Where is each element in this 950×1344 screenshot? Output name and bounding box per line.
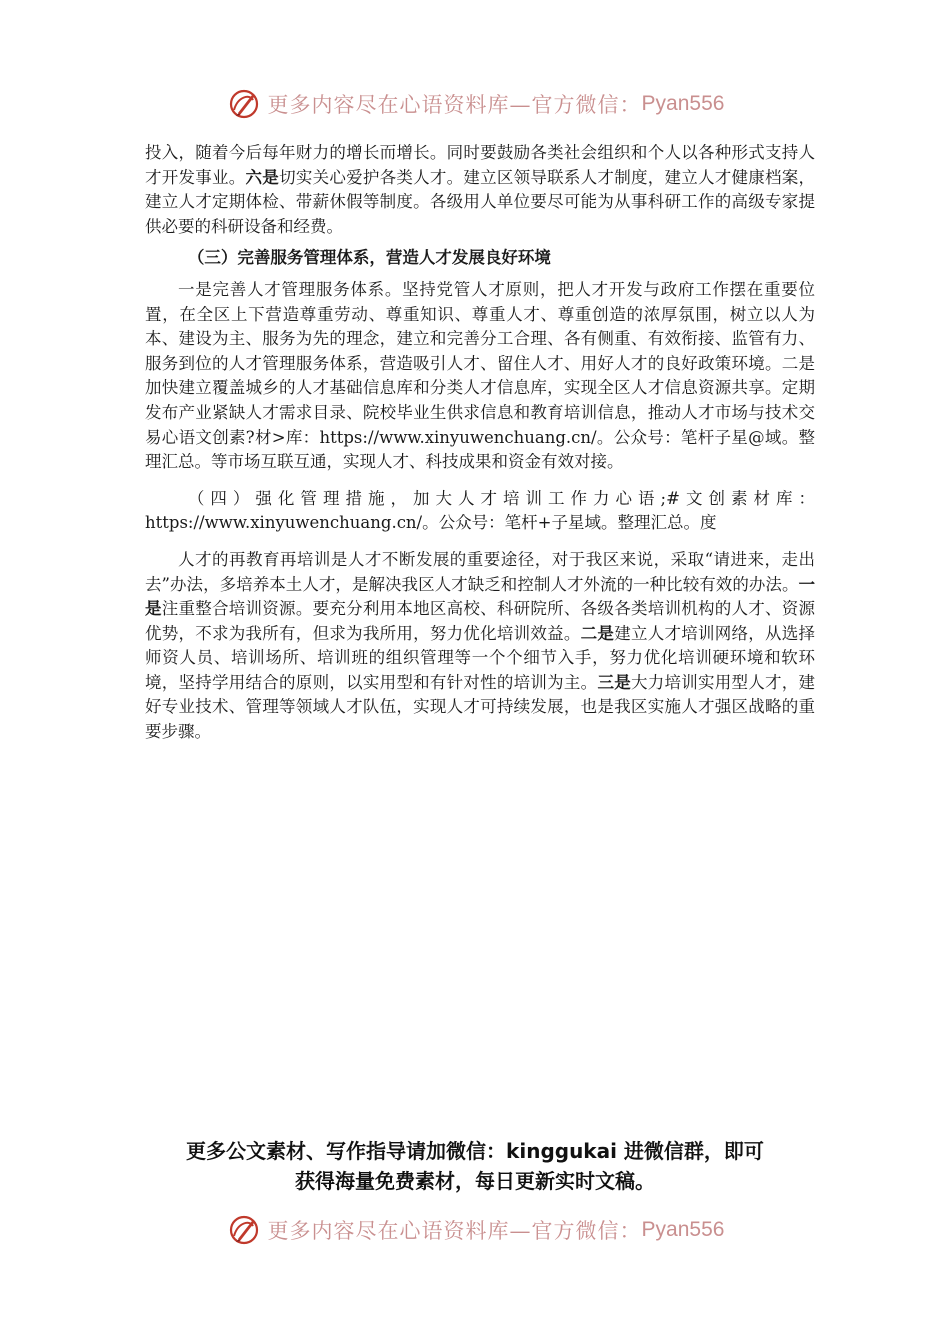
watermark-text: 更多内容尽在心语资料库—官方微信： [267,1219,642,1243]
paragraph-service-system: 一是完善人才管理服务体系。坚持党管人才原则，把人才开发与政府工作摆在重要位置，在全区上下营造尊重劳动、尊重知识、尊重人才、尊重创造的浓厚氛围，树立以人为本、建设为主、服务为先的理念，建立和完善分工合理、各有侧重、有效衔接、监管有力、服务到位的人才管理服务体系，营造吸引人才、留住人才、用好人才的良好政策环境。二是加快建立覆盖城乡的人才基础信息库和分类人才信息库，实现全区人才信息资源共享。定期发布产业紧缺人才需求目录、院校毕业生供求信息和教育培训信息，推动人才市场与技术交易心语文创素?材>库：https://www.xinyuwenchuang.cn/。公众号：笔杆子星@域。整理汇总。等市场互联互通，实现人才、科技成果和资金有效对接。 [145,279,815,472]
watermark-text: 更多内容尽在心语资料库—官方微信： [267,93,642,117]
pen-swirl-logo-icon [226,86,262,122]
text-run: 建立人才培训网络，从选择师资人员、培训场所、培训班的组织管理等一个个细节入手，努力优化培训硬环境和软环境，坚持学用结合的原则，以实用型和有针对性的培训为主。 [145,623,816,692]
paragraph-training [145,548,815,745]
text-run: 大力培训实用型人才，建好专业技术、管理等领域人才队伍，实现人才可持续发展，也是我区实施人才强区战略的重要步骤。 [145,672,816,742]
text-run: 注重整合培训资源。要充分利用本地区高校、科研院所、各级各类培训机构的人才、资源优势，不求为我所有，但求为我所用，努力优化培训效益。 [145,599,816,643]
text-run: 投入，随着今后每年财力的增长而增长。同时要鼓励各类社会组织和个人以各种形式支持人才开发事业。 [145,143,815,187]
bold-marker: 二是 [580,623,615,643]
promo-line-1: 更多公文素材、写作指导请加微信：kinggukai 进微信群，即可 [186,1139,764,1163]
footer-watermark [0,1208,950,1252]
section-heading-4: （四）强化管理措施，加大人才培训工作力心语;#文创素材库：https://www.xinyuwenchuang.cn/。公众号：笔杆+子星域。整理汇总。度 [145,488,815,533]
watermark-handle: Pyan556 [641,1218,725,1241]
pen-swirl-logo-icon [226,1212,262,1248]
header-watermark [0,82,950,126]
document-body [145,141,815,745]
bold-marker: 六是 [245,167,280,187]
paragraph-investment [145,141,815,239]
watermark-handle: Pyan556 [641,92,725,115]
text-run: 人才的再教育再培训是人才不断发展的重要途径，对于我区来说，采取“请进来，走出去”办法，多培养本土人才，是解决我区人才缺乏和控制人才外流的一种比较有效的办法。 [145,549,815,594]
promo-line-2: 获得海量免费素材，每日更新实时文稿。 [295,1169,655,1193]
bold-marker: 三是 [597,672,631,692]
section-heading-3: （三）完善服务管理体系，营造人才发展良好环境 [187,248,551,268]
promo-block [100,1136,850,1196]
bold-marker: 一是 [145,574,815,619]
text-run: 切实关心爱护各类人才。建立区领导联系人才制度，建立人才健康档案，建立人才定期体检、带薪休假等制度。各级用人单位要尽可能为从事科研工作的高级专家提供必要的科研设备和经费。 [145,167,816,236]
